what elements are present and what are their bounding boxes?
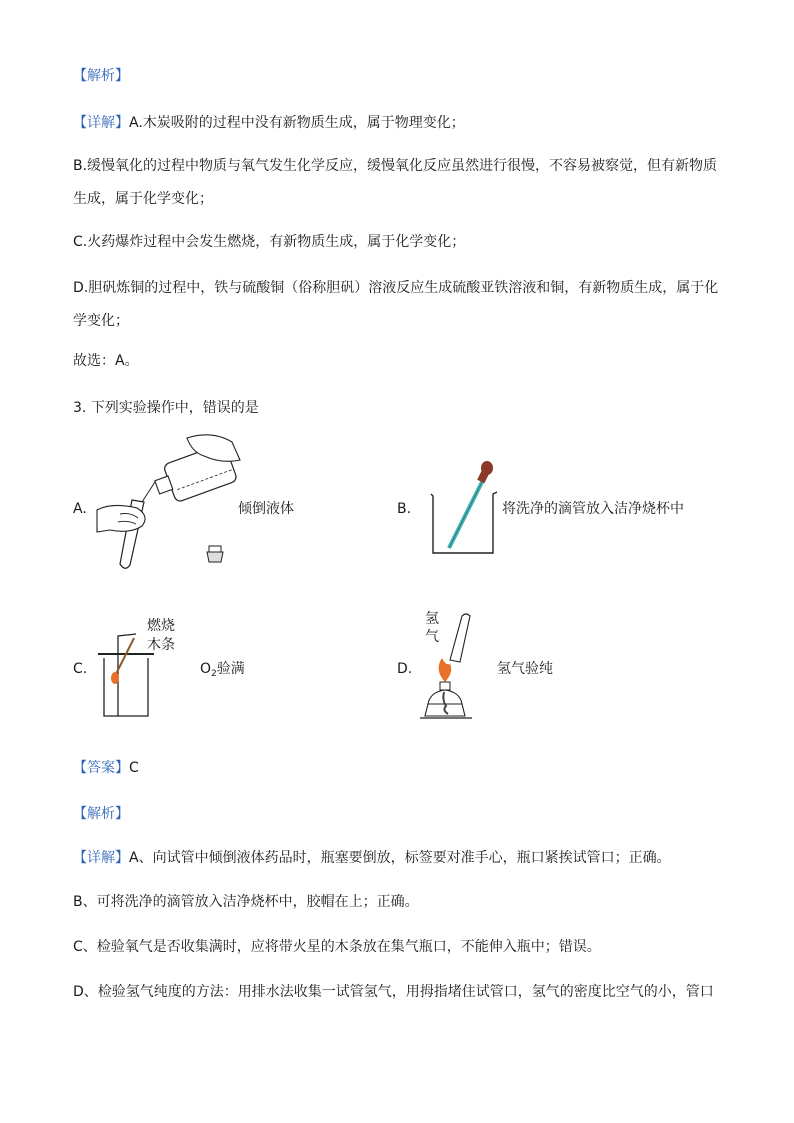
inverted-test-tube-icon [450, 614, 470, 662]
hand-icon [97, 505, 145, 532]
q3-detail-line-d: D、检验氢气纯度的方法：用排水法收集一试管氢气，用拇指堵住试管口，氢气的密度比空气的小，管口 [73, 984, 714, 1000]
option-a-caption: 倾倒液体 [238, 501, 294, 517]
alcohol-lamp-icon [420, 682, 472, 718]
delivery-tube-icon [118, 634, 136, 716]
option-b-letter: B. [397, 501, 412, 517]
oxygen-test-figure [96, 630, 156, 720]
gas-bottle-icon [104, 658, 148, 716]
detail-heading-2: 【详解】 [73, 850, 129, 866]
detail-line-b2: 生成，属于化学变化； [73, 191, 213, 207]
hydrogen-label-bottom: 气 [425, 629, 439, 645]
detail-line-d1: D.胆矾炼铜的过程中，铁与硫酸铜（俗称胆矾）溶液反应生成硫酸亚铁溶液和铜，有新物质生成，属于化 [73, 280, 719, 296]
answer-line [73, 758, 139, 778]
flame-icon [439, 658, 452, 682]
detail-line-c: C.火药爆炸过程中会发生燃烧，有新物质生成，属于化学变化； [73, 234, 466, 250]
q3-detail-line-c: C、检验氧气是否收集满时，应将带火星的木条放在集气瓶口，不能伸入瓶中；错误。 [73, 939, 601, 955]
analysis-heading: 【解析】 [73, 68, 129, 84]
hydrogen-label-top: 氢 [425, 611, 439, 627]
pouring-liquid-figure [92, 430, 242, 570]
option-d-caption: 氢气验纯 [497, 661, 553, 677]
detail-text-a: A.木炭吸附的过程中没有新物质生成，属于物理变化； [129, 115, 465, 131]
option-c-caption: $O_2$验满 [200, 661, 245, 679]
question-stem: 3. 下列实验操作中，错误的是 [73, 400, 259, 416]
q3-detail-line-a [73, 848, 671, 868]
dropper-icon [449, 461, 493, 548]
detail-heading: 【详解】 [73, 115, 129, 131]
q3-detail-text-a: A、向试管中倾倒液体药品时，瓶塞要倒放，标签要对准手心，瓶口紧挨试管口；正确。 [129, 850, 671, 866]
option-c-letter: C. [73, 661, 88, 677]
detail-line-b1: B.缓慢氧化的过程中物质与氧气发生化学反应，缓慢氧化反应虽然进行很慢，不容易被察觉，但有新物质 [73, 158, 718, 174]
beaker-icon [431, 492, 497, 553]
detail-line-a [73, 113, 465, 133]
analysis-heading-2: 【解析】 [73, 806, 129, 822]
flame-icon [111, 672, 119, 684]
option-d-letter: D. [397, 661, 413, 677]
hydrogen-purity-figure [420, 608, 480, 723]
detail-line-d2: 学变化； [73, 313, 129, 329]
splint-label-top: 燃烧 [147, 618, 175, 634]
splint-icon [116, 638, 134, 674]
choice-line: 故选：A。 [73, 353, 139, 369]
stopper-icon [207, 552, 223, 562]
option-b-caption: 将洗净的滴管放入洁净烧杯中 [502, 501, 684, 517]
q3-detail-line-b: B、可将洗净的滴管放入洁净烧杯中，胶帽在上；正确。 [73, 894, 419, 910]
answer-value: C [129, 760, 139, 776]
dropper-in-beaker-figure [425, 458, 505, 558]
splint-label-bottom: 木条 [147, 637, 175, 653]
option-a-letter: A. [73, 501, 87, 517]
answer-heading: 【答案】 [73, 760, 129, 776]
